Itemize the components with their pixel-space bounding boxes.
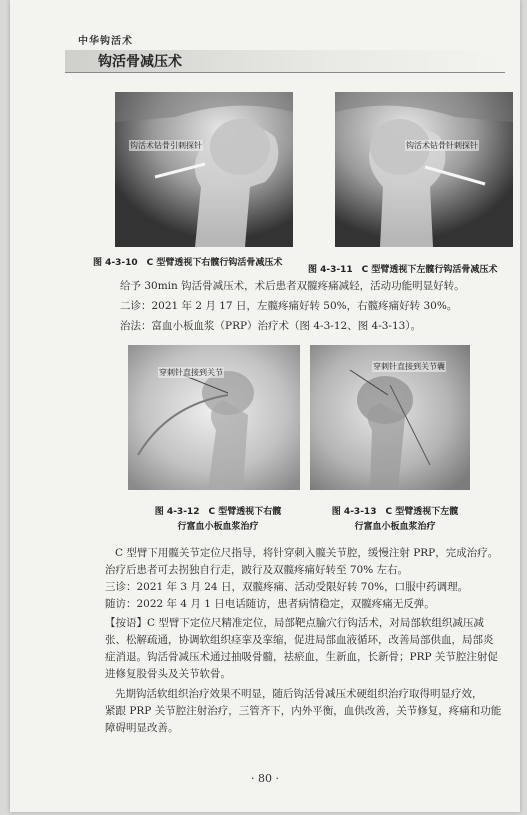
figure-caption (315, 505, 475, 535)
xray-image-4-3-11 (335, 92, 513, 247)
xray-image-4-3-10 (115, 92, 293, 247)
body-text-line: C 型臂下用髋关节定位尺指导，将针穿刺入髋关节腔，缓慢注射 PRP，完成治疗。 (115, 547, 499, 559)
summary-paragraph (105, 686, 505, 737)
figure-annotation: 钩活术钻骨引刺探针 (130, 141, 202, 150)
figure-caption (138, 505, 298, 535)
figure-annotation: 穿刺针直接到关节 (159, 368, 223, 377)
body-text-line: 张、松解疏通，协调软组织痉挛及挛缩，促进局部血液循环，改善局部供血，局部炎 (105, 634, 494, 646)
body-text-line: 【按语】C 型臂下定位尺精准定位，局部靶点腧穴行钩活术，对局部软组织减压减 (105, 617, 484, 629)
body-text-line: 二诊：2021 年 2 月 17 日，左髋疼痛好转 50%，右髋疼痛好转 30%。 (120, 300, 458, 312)
hip-xray-left-illustration (335, 92, 513, 247)
chapter-header-bar (65, 50, 505, 73)
xray-image-4-3-12 (128, 345, 300, 490)
figure-caption-line: 图 4-3-12 C 型臂透视下右髋 (154, 507, 282, 517)
body-text-line: 先期钩活软组织治疗效果不明显，随后钩活骨减压术硬组织治疗取得明显疗效， (115, 688, 483, 700)
body-text-line: 治疗后患者可去拐独自行走，跛行及双髋疼痛好转至 70% 左右。 (105, 564, 409, 576)
body-text-line: 给予 30min 钩活骨减压术，术后患者双髋疼痛减轻，活动功能明显好转。 (120, 280, 465, 292)
figure-caption-line: 图 4-3-13 C 型臂透视下左髋 (331, 507, 459, 517)
figure-annotation: 穿刺针直接到关节囊 (373, 362, 445, 371)
book-title: 中华钩活术 (78, 36, 133, 47)
chapter-title: 钩活骨减压术 (98, 54, 182, 70)
book-page (10, 0, 520, 812)
body-text-line: 三诊：2021 年 3 月 24 日，双髋疼痛、活动受限好转 70%，口服中药调理。 (105, 581, 469, 593)
body-text-line: 随访：2022 年 4 月 1 日电话随访，患者病情稳定，双髋疼痛无反弹。 (105, 598, 435, 610)
figure-caption: 图 4-3-10 C 型臂透视下右髋行钩活骨减压术 (93, 258, 283, 268)
body-text-line: 症消退。钩活骨减压术通过抽吸骨髓，祛瘀血，生新血，长新骨；PRP 关节腔注射促 (105, 651, 498, 663)
body-text-line: 治法：富血小板血浆（PRP）治疗术（图 4-3-12、图 4-3-13）。 (120, 320, 422, 332)
body-text-line: 紧跟 PRP 关节腔注射治疗，三管齐下，内外平衡，血供改善，关节修复，疼痛和功能 (105, 705, 502, 717)
hip-xray-right-illustration (115, 92, 293, 247)
body-text-line: 障碍明显改善。 (105, 722, 179, 734)
body-text-line: 进修复股骨头及关节软骨。 (105, 668, 231, 680)
page-number: · 80 · (251, 772, 279, 785)
figure-caption: 图 4-3-11 C 型臂透视下左髋行钩活骨减压术 (308, 265, 498, 275)
figure-caption-line: 行富血小板血浆治疗 (177, 522, 259, 532)
body-paragraph (105, 545, 505, 613)
figure-annotation: 钩活术钻骨针刺探针 (406, 141, 478, 150)
commentary-paragraph (105, 615, 505, 683)
xray-image-4-3-13 (310, 345, 470, 490)
figure-caption-line: 行富血小板血浆治疗 (354, 522, 436, 532)
